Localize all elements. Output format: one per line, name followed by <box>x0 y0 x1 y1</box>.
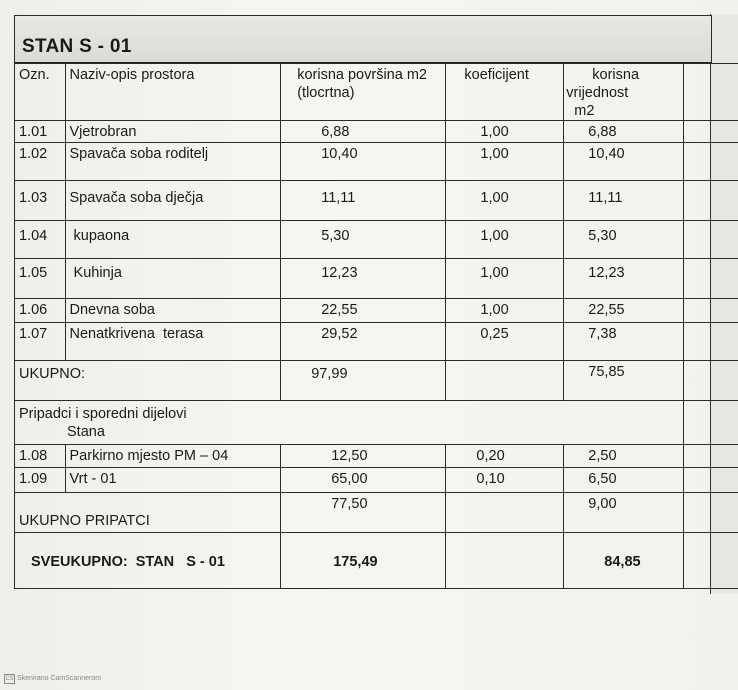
sveukupno-label: SVEUKUPNO: STAN S - 01 <box>15 533 281 589</box>
ukupno-povrsina: 97,99 <box>281 361 446 401</box>
row-vrijednost: 12,23 <box>564 259 684 299</box>
row-extra <box>684 143 738 181</box>
row-vrijednost: 6,50 <box>564 468 684 493</box>
table-row <box>15 445 738 468</box>
table-row <box>15 181 738 221</box>
header-vrijednost-line2: vrijednost <box>566 85 629 101</box>
table-row <box>15 143 738 181</box>
row-ozn: 1.09 <box>15 468 66 493</box>
row-koef: 0,25 <box>446 323 564 361</box>
row-vrijednost: 11,11 <box>564 181 684 221</box>
scanner-watermark <box>4 674 101 684</box>
row-koef: 1,00 <box>446 181 564 221</box>
row-ozn: 1.03 <box>15 181 66 221</box>
row-naziv: Spavača soba dječja <box>65 181 281 221</box>
row-extra <box>684 468 738 493</box>
row-naziv: Dnevna soba <box>65 299 281 323</box>
row-extra <box>684 299 738 323</box>
sveukupno-row <box>15 533 738 589</box>
header-vrijednost-line1: korisna <box>592 67 640 83</box>
pripadci-heading-line2: Stana <box>67 424 105 440</box>
header-extra <box>684 64 738 121</box>
row-povrsina: 65,00 <box>281 468 446 493</box>
ukupno-pripatci-row <box>15 493 738 533</box>
row-vrijednost: 6,88 <box>564 121 684 143</box>
pripadci-heading-extra <box>684 401 738 445</box>
row-naziv: Spavača soba roditelj <box>65 143 281 181</box>
row-ozn: 1.04 <box>15 221 66 259</box>
header-vrijednost <box>564 64 684 121</box>
pripadci-heading-line1: Pripadci i sporedni dijelovi <box>19 406 187 422</box>
pripadci-heading-row <box>15 401 738 445</box>
row-extra <box>684 445 738 468</box>
row-koef: 0,20 <box>446 445 564 468</box>
table-row <box>15 259 738 299</box>
row-ozn: 1.02 <box>15 143 66 181</box>
row-extra <box>684 259 738 299</box>
ukupno-pripatci-label: UKUPNO PRIPATCI <box>15 493 281 533</box>
header-povrsina <box>281 64 446 121</box>
row-povrsina: 10,40 <box>281 143 446 181</box>
row-povrsina: 12,50 <box>281 445 446 468</box>
document-title: STAN S - 01 <box>22 36 132 57</box>
row-povrsina: 29,52 <box>281 323 446 361</box>
room-table <box>14 63 738 589</box>
ukupno-pripatci-vrijednost: 9,00 <box>564 493 684 533</box>
row-ozn: 1.01 <box>15 121 66 143</box>
row-povrsina: 11,11 <box>281 181 446 221</box>
ukupno-pripatci-koef <box>446 493 564 533</box>
row-povrsina: 5,30 <box>281 221 446 259</box>
row-vrijednost: 7,38 <box>564 323 684 361</box>
row-ozn: 1.07 <box>15 323 66 361</box>
row-ozn: 1.08 <box>15 445 66 468</box>
row-povrsina: 12,23 <box>281 259 446 299</box>
ukupno-extra <box>684 361 738 401</box>
header-koeficijent: koeficijent <box>446 64 564 121</box>
row-povrsina: 22,55 <box>281 299 446 323</box>
sveukupno-extra <box>684 533 738 589</box>
row-extra <box>684 181 738 221</box>
header-povrsina-line2: (tlocrtna) <box>297 85 355 101</box>
row-naziv: Kuhinja <box>65 259 281 299</box>
header-naziv: Naziv-opis prostora <box>65 64 281 121</box>
table-row <box>15 221 738 259</box>
row-extra <box>684 221 738 259</box>
ukupno-pripatci-extra <box>684 493 738 533</box>
sveukupno-povrsina: 175,49 <box>281 533 446 589</box>
table-row <box>15 121 738 143</box>
table-row <box>15 299 738 323</box>
pripadci-heading <box>15 401 684 445</box>
row-naziv: Parkirno mjesto PM – 04 <box>65 445 281 468</box>
row-ozn: 1.05 <box>15 259 66 299</box>
ukupno-pripatci-povrsina: 77,50 <box>281 493 446 533</box>
sveukupno-vrijednost: 84,85 <box>564 533 684 589</box>
row-koef: 1,00 <box>446 259 564 299</box>
row-extra <box>684 323 738 361</box>
header-row <box>15 64 738 121</box>
row-vrijednost: 10,40 <box>564 143 684 181</box>
row-koef: 0,10 <box>446 468 564 493</box>
header-ozn: Ozn. <box>15 64 66 121</box>
scanner-watermark-text: Skenirano CamScannerom <box>17 675 102 682</box>
row-vrijednost: 5,30 <box>564 221 684 259</box>
ukupno-vrijednost: 75,85 <box>564 361 684 401</box>
ukupno-koef <box>446 361 564 401</box>
header-povrsina-line1: korisna površina m2 <box>297 67 427 83</box>
ukupno-label: UKUPNO: <box>15 361 281 401</box>
table-row <box>15 323 738 361</box>
table-row <box>15 468 738 493</box>
header-vrijednost-line3: m2 <box>574 103 595 119</box>
row-povrsina: 6,88 <box>281 121 446 143</box>
row-vrijednost: 22,55 <box>564 299 684 323</box>
row-naziv: Vrt - 01 <box>65 468 281 493</box>
camscanner-logo-icon: CS <box>5 676 14 682</box>
row-vrijednost: 2,50 <box>564 445 684 468</box>
row-extra <box>684 121 738 143</box>
row-ozn: 1.06 <box>15 299 66 323</box>
sveukupno-koef <box>446 533 564 589</box>
row-koef: 1,00 <box>446 221 564 259</box>
row-naziv: Nenatkrivena terasa <box>65 323 281 361</box>
row-koef: 1,00 <box>446 143 564 181</box>
ukupno-row <box>15 361 738 401</box>
row-koef: 1,00 <box>446 121 564 143</box>
row-naziv: Vjetrobran <box>65 121 281 143</box>
row-naziv: kupaona <box>65 221 281 259</box>
row-koef: 1,00 <box>446 299 564 323</box>
